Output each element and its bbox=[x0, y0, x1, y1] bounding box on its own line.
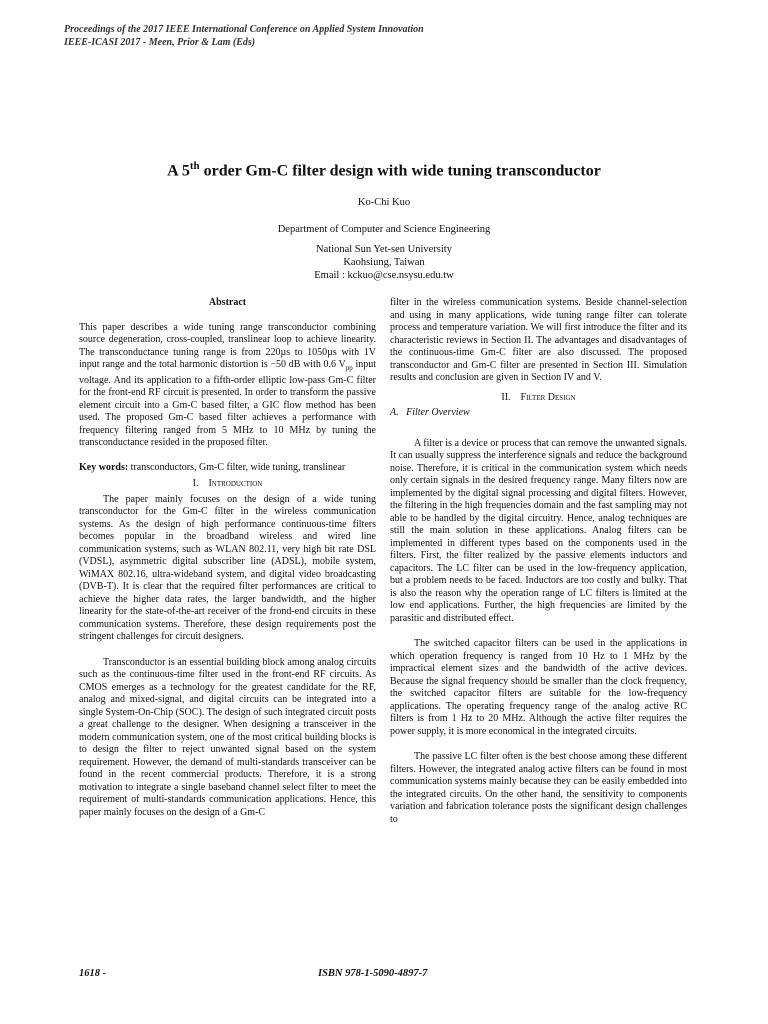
title-superscript: th bbox=[189, 160, 200, 172]
abstract-part1: This paper describes a wide tuning range transconductor combining source degeneration, cross-coupled, translinear loop to achieve linearity. The transconductance tuning range is from 220µs to 1050µs with 1V input range and the total harmonic distortion is −50 dB with 0.6 V bbox=[79, 321, 376, 370]
filter-overview-paragraph-2: The switched capacitor filters can be used in the applications in which operation frequency is ranged from 10 Hz to 1 MHz by the impractical element sizes and the bandwidth of the active devices. Because the signal frequency should be smaller than the clock frequency, the switched capacitor filters are suitable for the low-frequency applications. The operating frequency range of the analog active RC filters is from 1 Hz to 20 MHz. Although the active filter requires the power supply, it is more economical in the integrated circuits. bbox=[390, 638, 687, 737]
abstract-text bbox=[79, 322, 376, 450]
abstract-subscript: pp bbox=[345, 364, 353, 372]
filter-overview-paragraph-1: A filter is a device or process that can remove the unwanted signals. It can usually suppress the interference signals and reduce the background noise. Therefore, it is critical in the communication system which needs only certain signals in the desired frequency range. Many filters now are implemented by the digital signal processing and digital filters. However, the filtering in the high frequencies domain and the fast sampling may not able to be handled by the digital circuitry. Hence, analog techniques are still the main solution in these applications. Analog filters can be implemented in different types based on the components used in the filters. First, the filter realized by the passive elements inductors and capacitors. The LC filter can be used in the low-frequency application, but a problem needs to be faced. Inductors are too costly and bulky. That is also the reason why the operation range of LC filters is limited at the low end applications. Further, the high frequencies are limited by the parasitic and distributed effect. bbox=[390, 437, 687, 624]
conference-header-line2: IEEE-ICASI 2017 - Meen, Prior & Lam (Eds) bbox=[64, 37, 256, 48]
section-1-number: I. bbox=[192, 478, 199, 489]
intro-paragraph-2: Transconductor is an essential building block among analog circuits such as the continuous-time filter used in the front-end RF circuits. As CMOS emerges as a technology for the greatest candidate for the RF, analog and mixed-signal, and digital circuits can be integrated into a single System-On-Chip (SOC). The design of such integrated circuit posts a great challenge to the designer. When designing a transceiver in the modern communication system, one of the most critical building blocks is to design the filter to reject unwanted signal based on the system requirement. However, the demand of multi-standards transceiver can be found in the recent commercial products. Therefore, it is a strong motivation to integrate a single baseband channel select filter to meet the requirement of multi-standards communication applications. Hence, this paper mainly focuses on the design of a Gm-C bbox=[79, 656, 376, 818]
section-2-number: II. bbox=[501, 391, 511, 403]
title-prefix: A 5 bbox=[167, 162, 190, 180]
page-number: 1618 - bbox=[79, 968, 107, 979]
right-column bbox=[390, 297, 687, 826]
left-column bbox=[79, 297, 376, 819]
isbn: ISBN 978-1-5090-4897-7 bbox=[318, 968, 428, 979]
right-paragraph-0: filter in the wireless communication systems. Beside channel-selection and using in many applications, wide tuning range filter can tolerate process and temperature variation. We will first introduce the filter and its characteristic reviews in Section II. The advantages and disadvantages of the continuous-time Gm-C filter are also discussed. The proposed transconductor and Gm-C filter are presented in Section III. Simulation results and conclusion are given in Section IV and V. bbox=[390, 297, 687, 383]
intro-paragraph-1: The paper mainly focuses on the design of a wide tuning transconductor for the Gm-C filter in the wireless communication systems. As the design of high performance continuous-time filters becomes popular in the broadband wireless and wired line communication systems, such as WLAN 802.11, very high bit rate DSL (VDSL), asymmetric digital subscriber line (ADSL), mobile system, WiMAX 802.16, ultra-wideband system, and digital video broadcasting (DVB-T). It is clear that the required filter performances are critical to achieve the higher data rates, the larger bandwidth, and the higher linearity for the state-of-the-art receiver of the frond-end circuits in these communication systems. Therefore, these design requirements post the stringent challenges for circuit designers. bbox=[79, 493, 376, 642]
author-university: National Sun Yet-sen University bbox=[316, 244, 452, 255]
section-2-title: Filter Design bbox=[520, 391, 576, 403]
subsection-a-heading: A. Filter Overview bbox=[390, 407, 470, 418]
author-name: Ko-Chi Kuo bbox=[357, 197, 411, 208]
title-suffix: order Gm-C filter design with wide tuning transconductor bbox=[199, 162, 601, 180]
abstract-part2: input voltage. And its application to a fifth-order elliptic low-pass Gm-C filter for the front-end RF circuit is presented. In order to transform the passive element circuit into a Gm-C based filter, a GIC flow method has been used. The proposed Gm-C based filter achieves a performance with frequency filtering ranged from 5 MHz to 10 MHz by tuning the transconductance resided in the proposed filter. bbox=[79, 359, 377, 448]
conference-header-line1: Proceedings of the 2017 IEEE International Conference on Applied System Innovation bbox=[64, 24, 424, 35]
author-email: Email : kckuo@cse.nsysu.edu.tw bbox=[314, 270, 454, 281]
keywords bbox=[79, 462, 376, 475]
keywords-label: Key words: bbox=[79, 461, 129, 473]
section-1-title: Introduction bbox=[208, 478, 263, 489]
abstract-heading: Abstract bbox=[208, 297, 247, 308]
author-city: Kaohsiung, Taiwan bbox=[343, 257, 425, 268]
author-department: Department of Computer and Science Engineering bbox=[277, 224, 491, 235]
paper-title bbox=[0, 160, 768, 180]
keywords-text: transconductors, Gm-C filter, wide tuning, translinear bbox=[128, 461, 346, 473]
section-2-heading bbox=[390, 392, 687, 405]
filter-overview-paragraph-3: The passive LC filter often is the best choose among these different filters. However, the integrated analog active filters can be found in most communication systems mainly because they can be easily embedded into the integrated circuits. On the other hand, the sensitivity to components variation and fabrication tolerance posts the significant design challenges to bbox=[390, 751, 687, 825]
section-1-heading bbox=[79, 478, 376, 491]
